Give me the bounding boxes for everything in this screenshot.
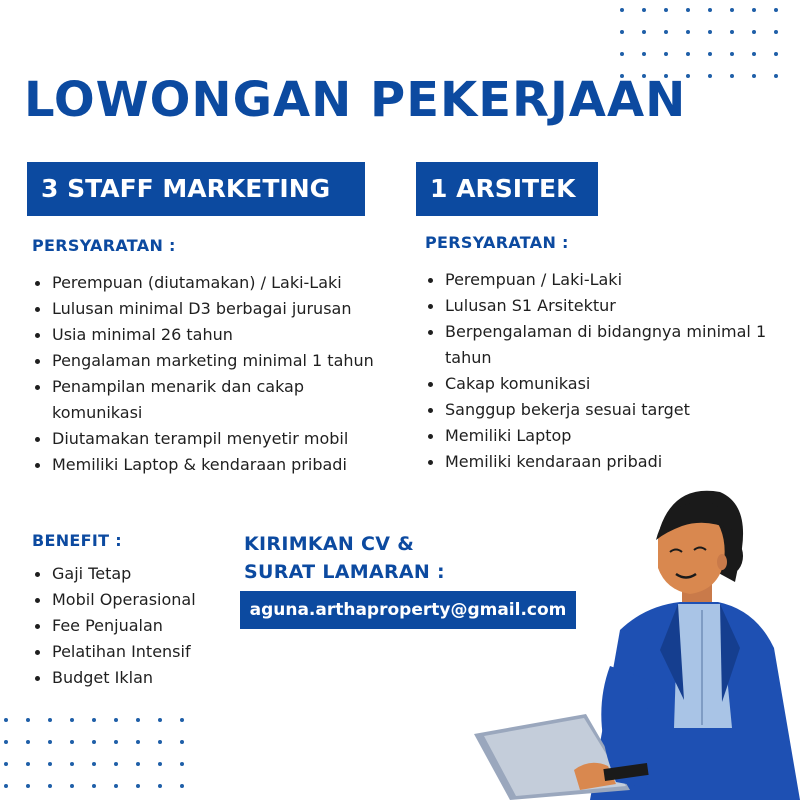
- list-item: Perempuan / Laki-Laki: [425, 267, 785, 293]
- woman-reading-document-illustration: [470, 470, 800, 800]
- decorative-dot: [730, 74, 734, 78]
- list-item: Usia minimal 26 tahun: [32, 322, 377, 348]
- decorative-dot: [774, 30, 778, 34]
- decorative-dot: [708, 30, 712, 34]
- decorative-dot: [664, 52, 668, 56]
- decorative-dot: [4, 718, 8, 722]
- decorative-dots-top-right: [620, 8, 778, 78]
- page-title: LOWONGAN PEKERJAAN: [24, 72, 687, 128]
- decorative-dot: [4, 784, 8, 788]
- decorative-dot: [664, 30, 668, 34]
- decorative-dot: [686, 52, 690, 56]
- decorative-dot: [114, 718, 118, 722]
- decorative-dot: [730, 8, 734, 12]
- decorative-dot: [136, 740, 140, 744]
- decorative-dot: [48, 784, 52, 788]
- decorative-dot: [180, 718, 184, 722]
- decorative-dot: [70, 718, 74, 722]
- decorative-dot: [752, 74, 756, 78]
- list-item: Fee Penjualan: [32, 613, 232, 639]
- decorative-dot: [686, 74, 690, 78]
- decorative-dot: [752, 30, 756, 34]
- list-item: Memiliki kendaraan pribadi: [425, 449, 785, 475]
- requirements-heading-arsitek: PERSYARATAN :: [425, 233, 569, 252]
- decorative-dot: [774, 8, 778, 12]
- decorative-dot: [70, 762, 74, 766]
- list-item: Lulusan minimal D3 berbagai jurusan: [32, 296, 377, 322]
- requirements-list-arsitek: [425, 267, 785, 475]
- decorative-dot: [642, 8, 646, 12]
- list-item: Pelatihan Intensif: [32, 639, 232, 665]
- decorative-dot: [136, 784, 140, 788]
- decorative-dot: [158, 762, 162, 766]
- decorative-dot: [620, 8, 624, 12]
- decorative-dot: [180, 740, 184, 744]
- decorative-dot: [158, 718, 162, 722]
- decorative-dot: [774, 74, 778, 78]
- list-item: Diutamakan terampil menyetir mobil: [32, 426, 377, 452]
- decorative-dot: [114, 740, 118, 744]
- decorative-dot: [26, 718, 30, 722]
- decorative-dot: [708, 52, 712, 56]
- decorative-dot: [48, 718, 52, 722]
- contact-email[interactable]: aguna.arthaproperty@gmail.com: [240, 591, 576, 629]
- send-cv-heading: KIRIMKAN CV & SURAT LAMARAN :: [244, 533, 445, 583]
- decorative-dot: [92, 762, 96, 766]
- decorative-dot: [620, 52, 624, 56]
- job-title-staff-marketing: 3 STAFF MARKETING: [27, 162, 365, 216]
- list-item: Lulusan S1 Arsitektur: [425, 293, 785, 319]
- decorative-dot: [136, 762, 140, 766]
- list-item: Penampilan menarik dan cakap komunikasi: [32, 374, 377, 426]
- list-item: Perempuan (diutamakan) / Laki-Laki: [32, 270, 377, 296]
- decorative-dot: [708, 74, 712, 78]
- decorative-dot: [70, 784, 74, 788]
- decorative-dot: [48, 762, 52, 766]
- decorative-dot: [114, 784, 118, 788]
- decorative-dot: [70, 740, 74, 744]
- decorative-dot: [752, 52, 756, 56]
- decorative-dot: [180, 762, 184, 766]
- decorative-dot: [730, 52, 734, 56]
- decorative-dot: [642, 30, 646, 34]
- decorative-dot: [92, 740, 96, 744]
- decorative-dot: [686, 8, 690, 12]
- job-title-arsitek: 1 ARSITEK: [416, 162, 598, 216]
- list-item: Berpengalaman di bidangnya minimal 1 tahun: [425, 319, 785, 371]
- decorative-dot: [752, 8, 756, 12]
- decorative-dot: [642, 52, 646, 56]
- decorative-dot: [4, 740, 8, 744]
- list-item: Mobil Operasional: [32, 587, 232, 613]
- decorative-dot: [92, 718, 96, 722]
- benefit-heading: BENEFIT :: [32, 531, 122, 550]
- list-item: Pengalaman marketing minimal 1 tahun: [32, 348, 377, 374]
- decorative-dot: [180, 784, 184, 788]
- decorative-dots-bottom-left: [4, 718, 184, 788]
- decorative-dot: [26, 762, 30, 766]
- list-item: Budget Iklan: [32, 665, 232, 691]
- decorative-dot: [26, 740, 30, 744]
- decorative-dot: [114, 762, 118, 766]
- requirements-list-marketing: [32, 270, 377, 478]
- benefit-list: [32, 561, 232, 691]
- decorative-dot: [730, 30, 734, 34]
- decorative-dot: [4, 762, 8, 766]
- decorative-dot: [48, 740, 52, 744]
- decorative-dot: [686, 30, 690, 34]
- decorative-dot: [26, 784, 30, 788]
- decorative-dot: [158, 784, 162, 788]
- list-item: Gaji Tetap: [32, 561, 232, 587]
- list-item: Memiliki Laptop: [425, 423, 785, 449]
- requirements-heading-marketing: PERSYARATAN :: [32, 236, 176, 255]
- decorative-dot: [136, 718, 140, 722]
- list-item: Cakap komunikasi: [425, 371, 785, 397]
- decorative-dot: [158, 740, 162, 744]
- decorative-dot: [774, 52, 778, 56]
- decorative-dot: [708, 8, 712, 12]
- list-item: Memiliki Laptop & kendaraan pribadi: [32, 452, 377, 478]
- list-item: Sanggup bekerja sesuai target: [425, 397, 785, 423]
- decorative-dot: [664, 8, 668, 12]
- decorative-dot: [92, 784, 96, 788]
- decorative-dot: [620, 30, 624, 34]
